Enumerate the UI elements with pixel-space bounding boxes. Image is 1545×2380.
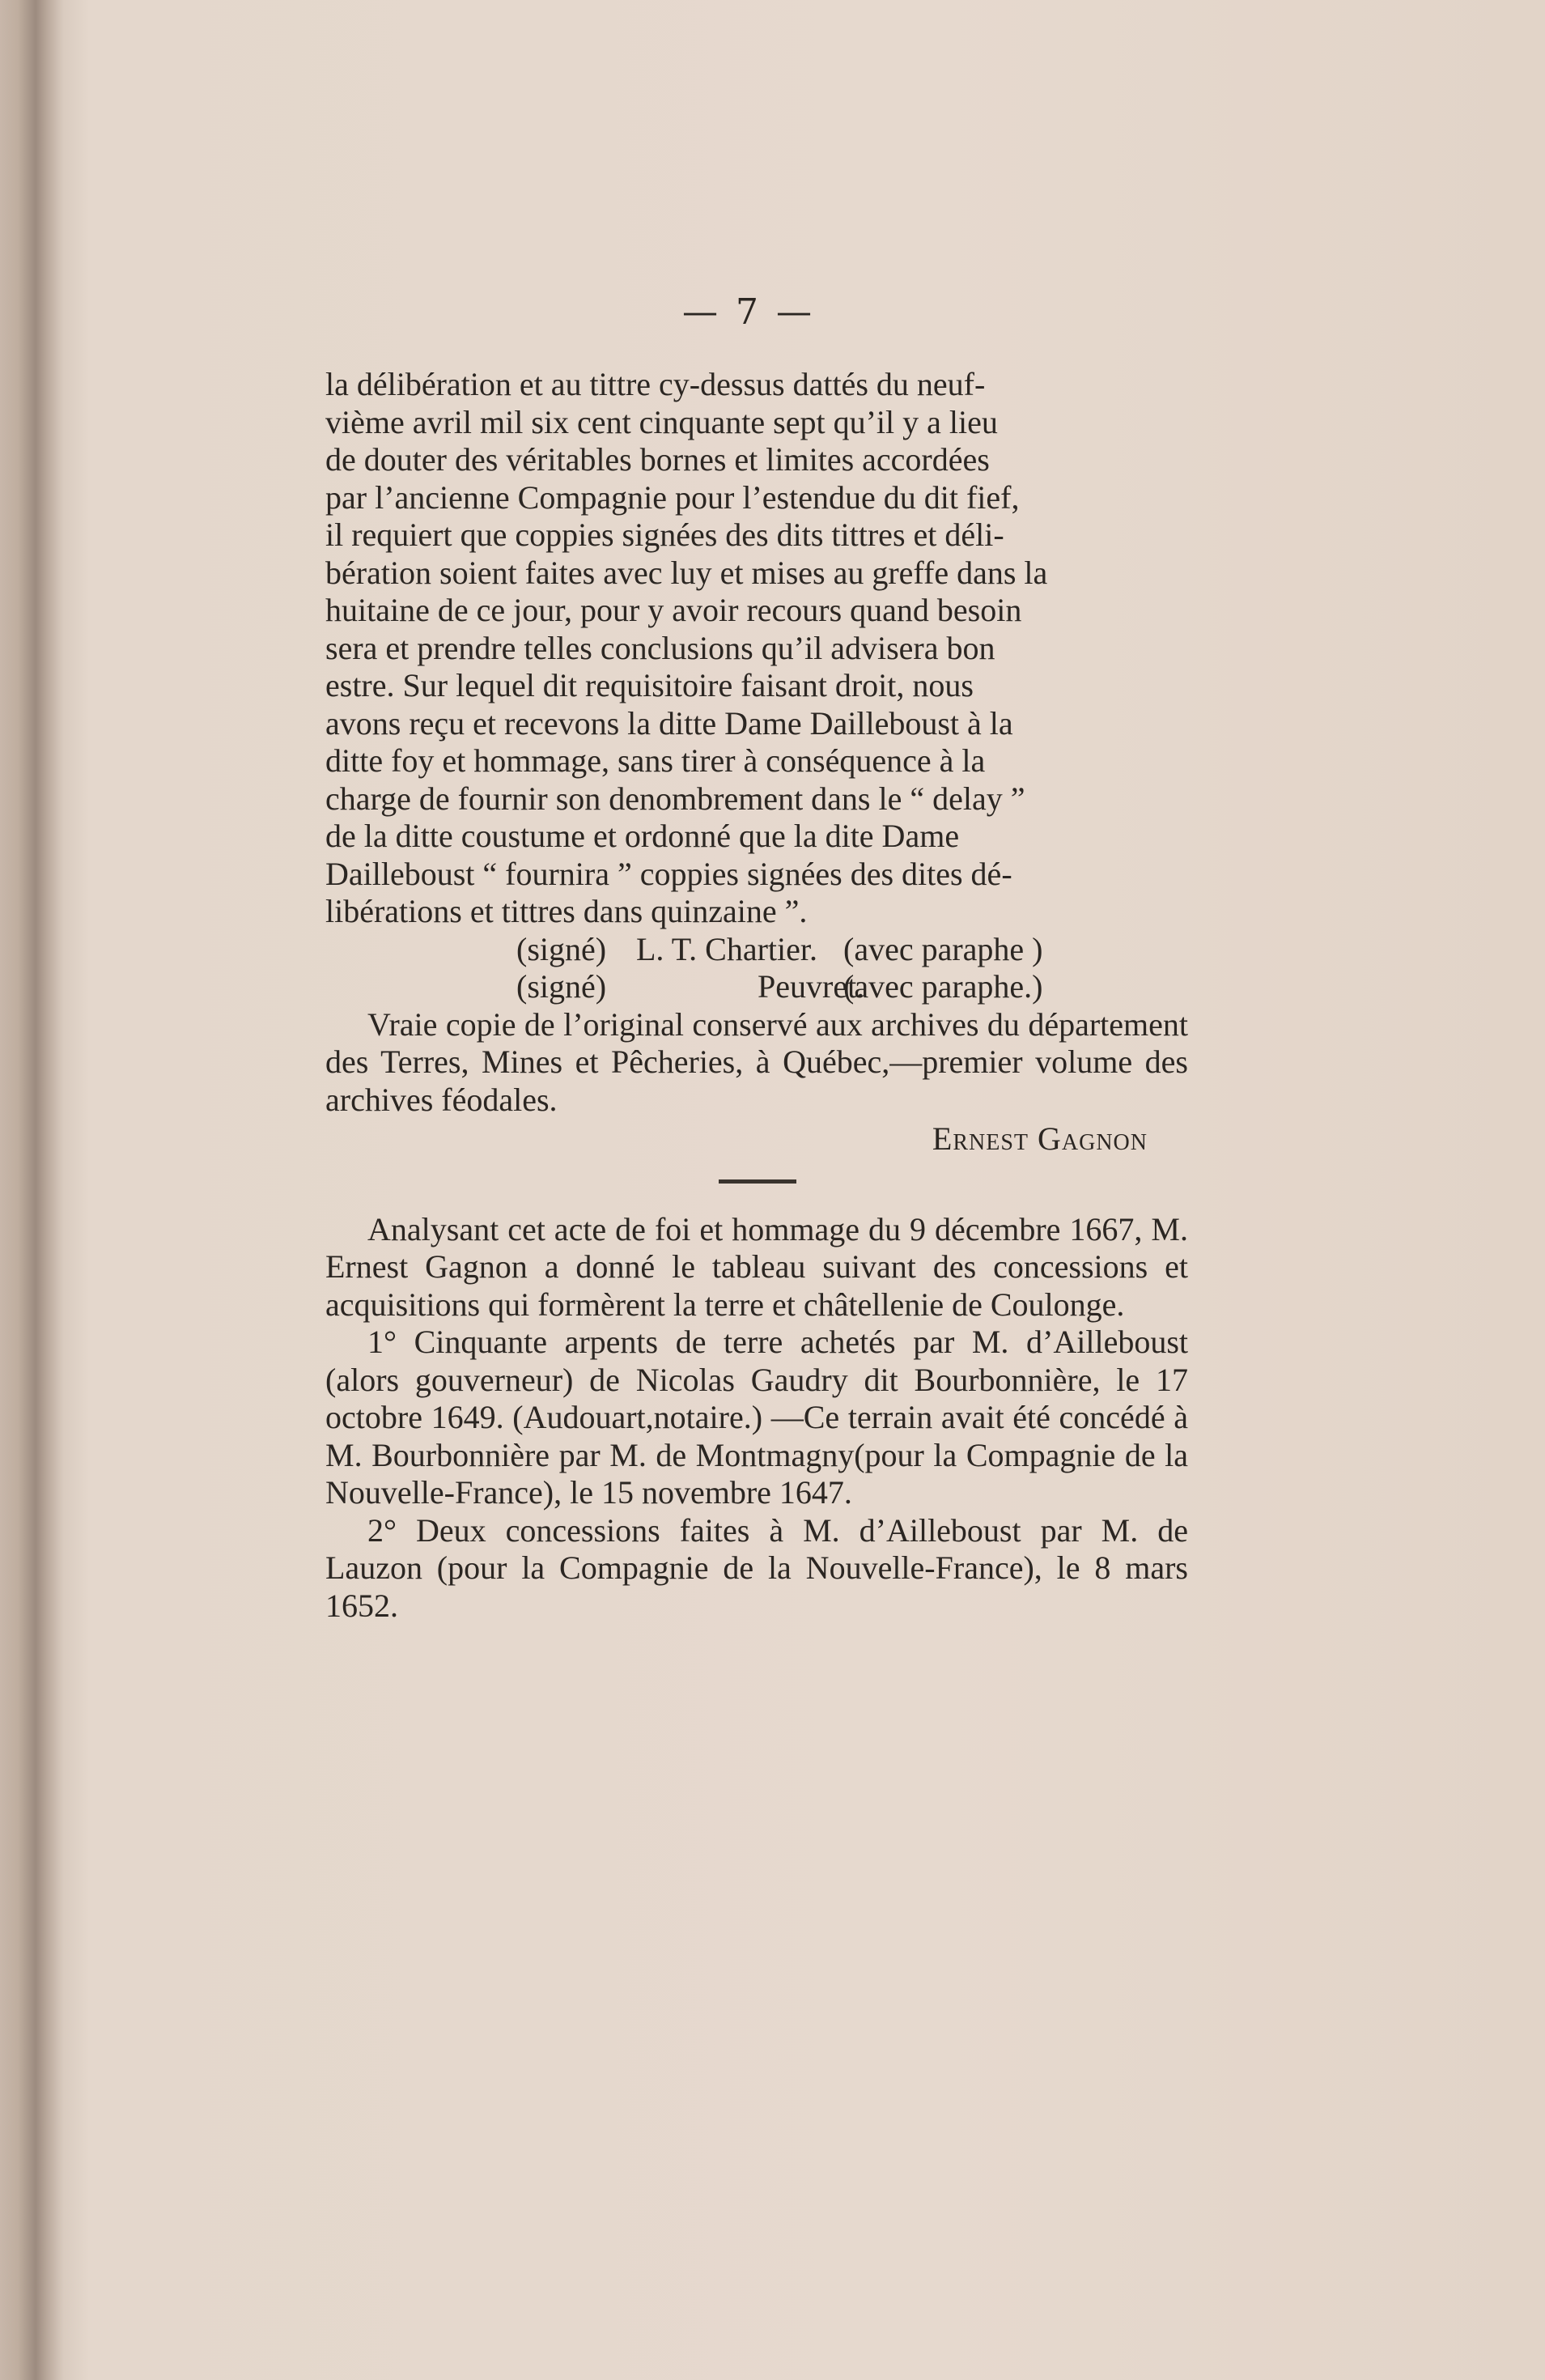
- section-divider: [719, 1179, 796, 1184]
- extract-continuation: [325, 366, 1188, 931]
- extract-line: huitaine de ce jour, pour y avoir recours quand besoin: [325, 592, 1022, 628]
- extract-line: bération soient faites avec luy et mises au greffe dans la: [325, 554, 1048, 591]
- page-number: — 7 —: [682, 291, 815, 333]
- signed-label: (signé): [516, 968, 607, 1005]
- concession-item-2: 2° Deux concessions faites à M. d’Ailleboust par M. de Lauzon (pour la Compagnie de la Nouvelle-France), le 8 mars 1652.: [325, 1511, 1188, 1624]
- page-text-block: [325, 366, 1188, 1625]
- extract-line: de douter des véritables bornes et limites accordées: [325, 441, 990, 478]
- extract-line: libérations et tittres dans quinzaine ”.: [325, 893, 808, 929]
- extract-line: estre. Sur lequel dit requisitoire faisant droit, nous: [325, 667, 974, 703]
- paraphe-note: (avec paraphe.): [843, 968, 1043, 1005]
- concession-item-1: 1° Cinquante arpents de terre achetés par M. d’Ailleboust (alors gouverneur) de Nicolas Gaudry dit Bourbonnière, le 17 octobre 1649. (Audouart,notaire.) —Ce terrain avait été concédé à M. Bourbonnière par M. de Montmagny(pour la Compagnie de la Nouvelle-France), le 15 novembre 1647.: [325, 1324, 1188, 1511]
- extract-line: il requiert que coppies signées des dits tittres et déli-: [325, 516, 1004, 553]
- extract-line: de la ditte coustume et ordonné que la dite Dame: [325, 818, 960, 854]
- extract-line: charge de fournir son denombrement dans le “ delay ”: [325, 780, 1025, 817]
- signed-label: (signé): [516, 930, 607, 967]
- copy-attestation: Vraie copie de l’original conservé aux archives du département des Terres, Mines et Pêcheries, à Québec,—premier volume des archives féodales.: [325, 1005, 1188, 1118]
- signer-name: L. T. Chartier.: [636, 930, 818, 967]
- analysis-intro: Analysant cet acte de foi et hommage du 9 décembre 1667, M. Ernest Gagnon a donné le tableau suivant des concessions et acquisitions qui formèrent la terre et châtellenie de Coulonge.: [325, 1210, 1188, 1323]
- extract-line: la délibération et au tittre cy-dessus dattés du neuf-: [325, 366, 986, 402]
- signer-name: Peuvret.: [758, 968, 865, 1005]
- signature-line-peuvret: [516, 968, 1148, 1006]
- extract-line: sera et prendre telles conclusions qu’il advisera bon: [325, 629, 995, 666]
- paraphe-note: (avec paraphe ): [843, 930, 1043, 967]
- extract-line: avons reçu et recevons la ditte Dame Dailleboust à la: [325, 704, 1013, 742]
- extract-line: ditte foy et hommage, sans tirer à conséquence à la: [325, 742, 986, 779]
- attestation-signature: Ernest Gagnon: [932, 1120, 1148, 1157]
- extract-line: par l’ancienne Compagnie pour l’estendue du dit fief,: [325, 478, 1020, 516]
- extract-line: Dailleboust “ fournira ” coppies signées des dites dé-: [325, 855, 1012, 892]
- signature-line-chartier: [516, 931, 1148, 969]
- extract-line: vième avril mil six cent cinquante sept qu’il y a lieu: [325, 403, 998, 440]
